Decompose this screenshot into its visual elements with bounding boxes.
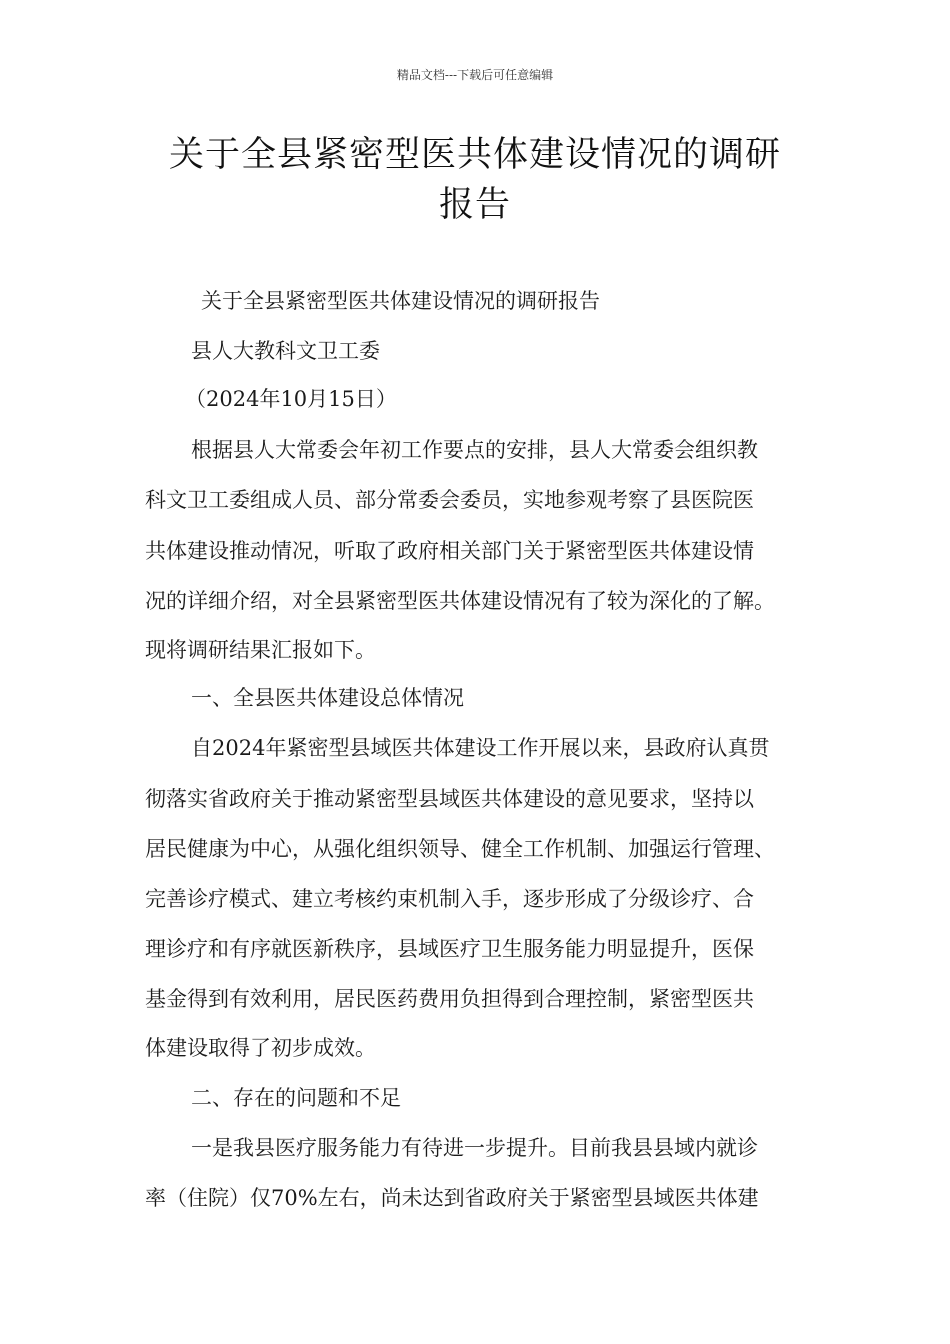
paragraph1-line: 现将调研结果汇报如下。 bbox=[145, 638, 376, 662]
document-body bbox=[145, 0, 825, 1344]
paragraph2-line: 理诊疗和有序就医新秩序，县域医疗卫生服务能力明显提升，医保 bbox=[145, 937, 754, 961]
section2-heading: 二、存在的问题和不足 bbox=[191, 1086, 401, 1110]
subtitle: 关于全县紧密型医共体建设情况的调研报告 bbox=[201, 289, 600, 313]
paragraph3-line: 率（住院）仅70%左右，尚未达到省政府关于紧密型县域医共体建 bbox=[145, 1186, 759, 1210]
paragraph3-line: 一是我县医疗服务能力有待进一步提升。目前我县县域内就诊 bbox=[191, 1136, 758, 1160]
paragraph1-line: 况的详细介绍，对全县紧密型医共体建设情况有了较为深化的了解。 bbox=[145, 589, 775, 613]
paragraph2-line: 居民健康为中心，从强化组织领导、健全工作机制、加强运行管理、 bbox=[145, 837, 775, 861]
paragraph2-line: 彻落实省政府关于推动紧密型县域医共体建设的意见要求，坚持以 bbox=[145, 787, 754, 811]
paragraph1-line: 科文卫工委组成人员、部分常委会委员，实地参观考察了县医院医 bbox=[145, 488, 754, 512]
paragraph2-line: 完善诊疗模式、建立考核约束机制入手，逐步形成了分级诊疗、合 bbox=[145, 887, 754, 911]
paragraph1-line: 共体建设推动情况，听取了政府相关部门关于紧密型医共体建设情 bbox=[145, 539, 754, 563]
paragraph2-line: 自2024年紧密型县域医共体建设工作开展以来，县政府认真贯 bbox=[191, 736, 770, 760]
title-line-1: 关于全县紧密型医共体建设情况的调研 bbox=[168, 135, 781, 175]
paragraph1-line: 根据县人大常委会年初工作要点的安排，县人大常委会组织教 bbox=[191, 438, 758, 462]
author: 县人大教科文卫工委 bbox=[191, 339, 380, 363]
section1-heading: 一、全县医共体建设总体情况 bbox=[191, 686, 464, 710]
header-note: 精品文档---下载后可任意编辑 bbox=[396, 68, 554, 82]
paragraph2-line: 基金得到有效利用，居民医药费用负担得到合理控制，紧密型医共 bbox=[145, 987, 754, 1011]
title-line-2: 报告 bbox=[438, 185, 511, 225]
paragraph2-line: 体建设取得了初步成效。 bbox=[145, 1036, 376, 1060]
date: （2024年10月15日） bbox=[185, 387, 397, 411]
